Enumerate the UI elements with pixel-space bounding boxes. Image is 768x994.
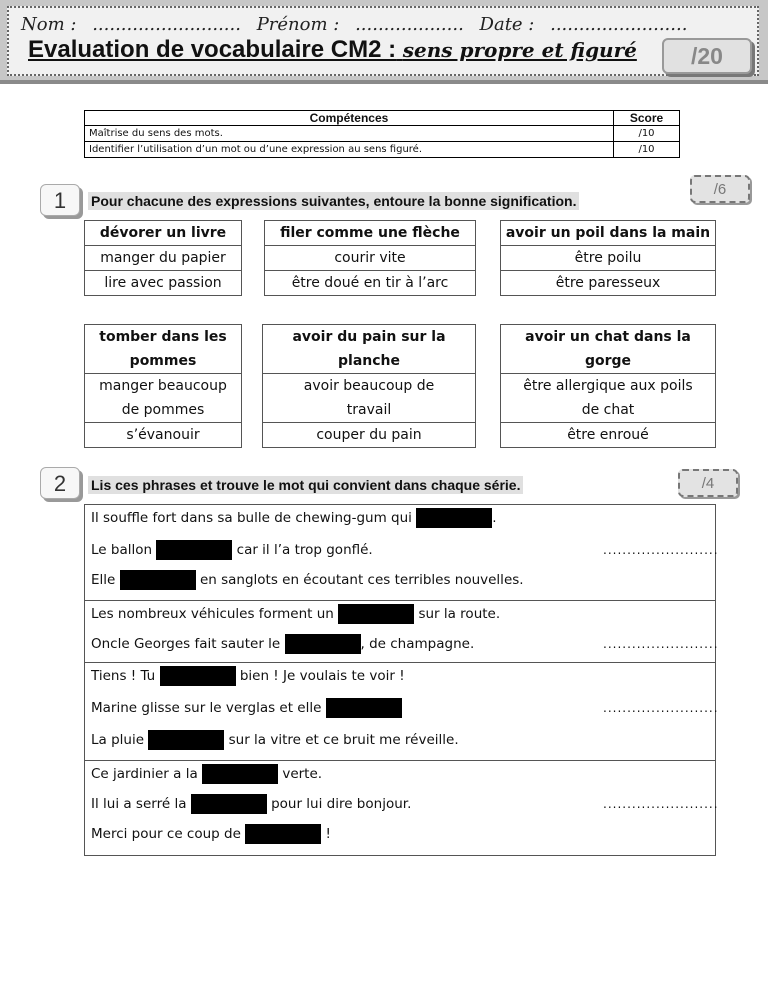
blank-redacted — [191, 794, 267, 814]
sentence — [91, 763, 322, 785]
answer-field[interactable]: ........................ — [603, 701, 719, 715]
word-series-1 — [85, 505, 719, 601]
competences-header: Compétences — [85, 111, 614, 126]
answer-field[interactable]: ........................ — [603, 797, 719, 811]
expression-card — [264, 220, 476, 296]
blank-redacted — [245, 824, 321, 844]
expression-card — [262, 324, 476, 448]
blank-redacted — [120, 570, 196, 590]
title-text: Evaluation de vocabulaire CM2 : — [28, 36, 397, 63]
sentence-text: Oncle Georges fait sauter le — [91, 636, 281, 652]
exercise-2-box — [84, 504, 719, 856]
sentence-text: . — [492, 510, 497, 526]
meaning-option[interactable]: de pommes — [85, 398, 242, 423]
page-title — [28, 36, 637, 64]
exercise-2-number: 2 — [40, 467, 80, 499]
competence-score: /10 — [614, 126, 680, 142]
sentence-text: ! — [325, 826, 331, 842]
meaning-option[interactable]: manger du papier — [85, 246, 242, 271]
exercise-2-question: Lis ces phrases et trouve le mot qui convient dans chaque série. — [88, 476, 523, 494]
nom-label: Nom : — [21, 14, 77, 35]
nom-field[interactable]: .......................... — [92, 14, 241, 35]
title-subtitle: sens propre et figuré — [402, 38, 637, 62]
sentence-text: Marine glisse sur le verglas et elle — [91, 700, 322, 716]
competence-score: /10 — [614, 142, 680, 158]
total-score-box: /20 — [662, 38, 752, 74]
sentence — [91, 697, 402, 719]
sentence — [91, 729, 459, 751]
score-header: Score — [614, 111, 680, 126]
expression-title: gorge — [501, 349, 716, 374]
competence-label: Identifier l’utilisation d’un mot ou d’une expression au sens figuré. — [85, 142, 614, 158]
meaning-option[interactable]: manger beaucoup — [85, 374, 242, 399]
expression-title: avoir un chat dans la — [501, 325, 716, 350]
sentence-text: verte. — [282, 766, 323, 782]
sentence-text: Merci pour ce coup de — [91, 826, 241, 842]
sentence-text: sur la route. — [418, 606, 501, 622]
sentence-text: sur la vitre et ce bruit me réveille. — [228, 732, 459, 748]
word-series-3 — [85, 663, 719, 761]
sentence-text: Tiens ! Tu — [91, 668, 156, 684]
blank-redacted — [416, 508, 492, 528]
sentence-text: Il souffle fort dans sa bulle de chewing-gum qui — [91, 510, 412, 526]
meaning-option[interactable]: être enroué — [501, 423, 716, 448]
answer-field[interactable]: ........................ — [603, 543, 719, 557]
expression-title: dévorer un livre — [85, 221, 242, 246]
meaning-option[interactable]: s’évanouir — [85, 423, 242, 448]
competences-table — [84, 110, 680, 158]
sentence-text: , de champagne. — [360, 636, 475, 652]
meaning-option[interactable]: être poilu — [501, 246, 716, 271]
meaning-option[interactable]: être doué en tir à l’arc — [265, 271, 476, 296]
meaning-option[interactable]: couper du pain — [263, 423, 476, 448]
blank-redacted — [326, 698, 402, 718]
expression-title: avoir du pain sur la — [263, 325, 476, 350]
sentence — [91, 569, 524, 591]
meaning-option[interactable]: de chat — [501, 398, 716, 423]
blank-redacted — [285, 634, 361, 654]
sentence-text: en sanglots en écoutant ces terribles nouvelles. — [199, 572, 524, 588]
competence-label: Maîtrise du sens des mots. — [85, 126, 614, 142]
sentence — [91, 633, 474, 655]
answer-field[interactable]: ........................ — [603, 637, 719, 651]
sentence-text: Il lui a serré la — [91, 796, 187, 812]
prenom-field[interactable]: ................... — [355, 14, 464, 35]
blank-redacted — [148, 730, 224, 750]
expression-title: pommes — [85, 349, 242, 374]
expression-card — [500, 324, 716, 448]
blank-redacted — [160, 666, 236, 686]
meaning-option[interactable]: avoir beaucoup de — [263, 374, 476, 399]
blank-redacted — [202, 764, 278, 784]
sentence — [91, 823, 331, 845]
expression-card — [500, 220, 716, 296]
expression-card — [84, 324, 242, 448]
blank-redacted — [338, 604, 414, 624]
sentence-text: Le ballon — [91, 542, 153, 558]
sentence-text: Ce jardinier a la — [91, 766, 198, 782]
sentence — [91, 665, 405, 687]
exercise-1-points: /6 — [690, 175, 750, 203]
sentence-text: car il l’a trop gonflé. — [236, 542, 373, 558]
exercise-1-number: 1 — [40, 184, 80, 216]
sentence — [91, 507, 497, 529]
prenom-label: Prénom : — [256, 14, 340, 35]
sentence-text: bien ! Je voulais te voir ! — [239, 668, 405, 684]
exercise-2-points: /4 — [678, 469, 738, 497]
header-band — [0, 0, 768, 84]
expression-title: planche — [263, 349, 476, 374]
expression-card — [84, 220, 242, 296]
exercise-1-question: Pour chacune des expressions suivantes, entoure la bonne signification. — [88, 192, 579, 210]
meaning-option[interactable]: travail — [263, 398, 476, 423]
identity-line — [21, 14, 697, 35]
sentence-text: Les nombreux véhicules forment un — [91, 606, 334, 622]
expression-title: filer comme une flèche — [265, 221, 476, 246]
sentence — [91, 603, 500, 625]
date-label: Date : — [479, 14, 535, 35]
expression-title: avoir un poil dans la main — [501, 221, 716, 246]
sentence — [91, 793, 411, 815]
sentence-text: Elle — [91, 572, 116, 588]
date-field[interactable]: ........................ — [550, 14, 688, 35]
word-series-4 — [85, 761, 719, 855]
sentence-text: La pluie — [91, 732, 145, 748]
meaning-option[interactable]: être paresseux — [501, 271, 716, 296]
blank-redacted — [156, 540, 232, 560]
sentence — [91, 539, 373, 561]
expression-title: tomber dans les — [85, 325, 242, 350]
word-series-2 — [85, 601, 719, 663]
meaning-option[interactable]: lire avec passion — [85, 271, 242, 296]
meaning-option[interactable]: être allergique aux poils — [501, 374, 716, 399]
meaning-option[interactable]: courir vite — [265, 246, 476, 271]
sentence-text: pour lui dire bonjour. — [271, 796, 412, 812]
